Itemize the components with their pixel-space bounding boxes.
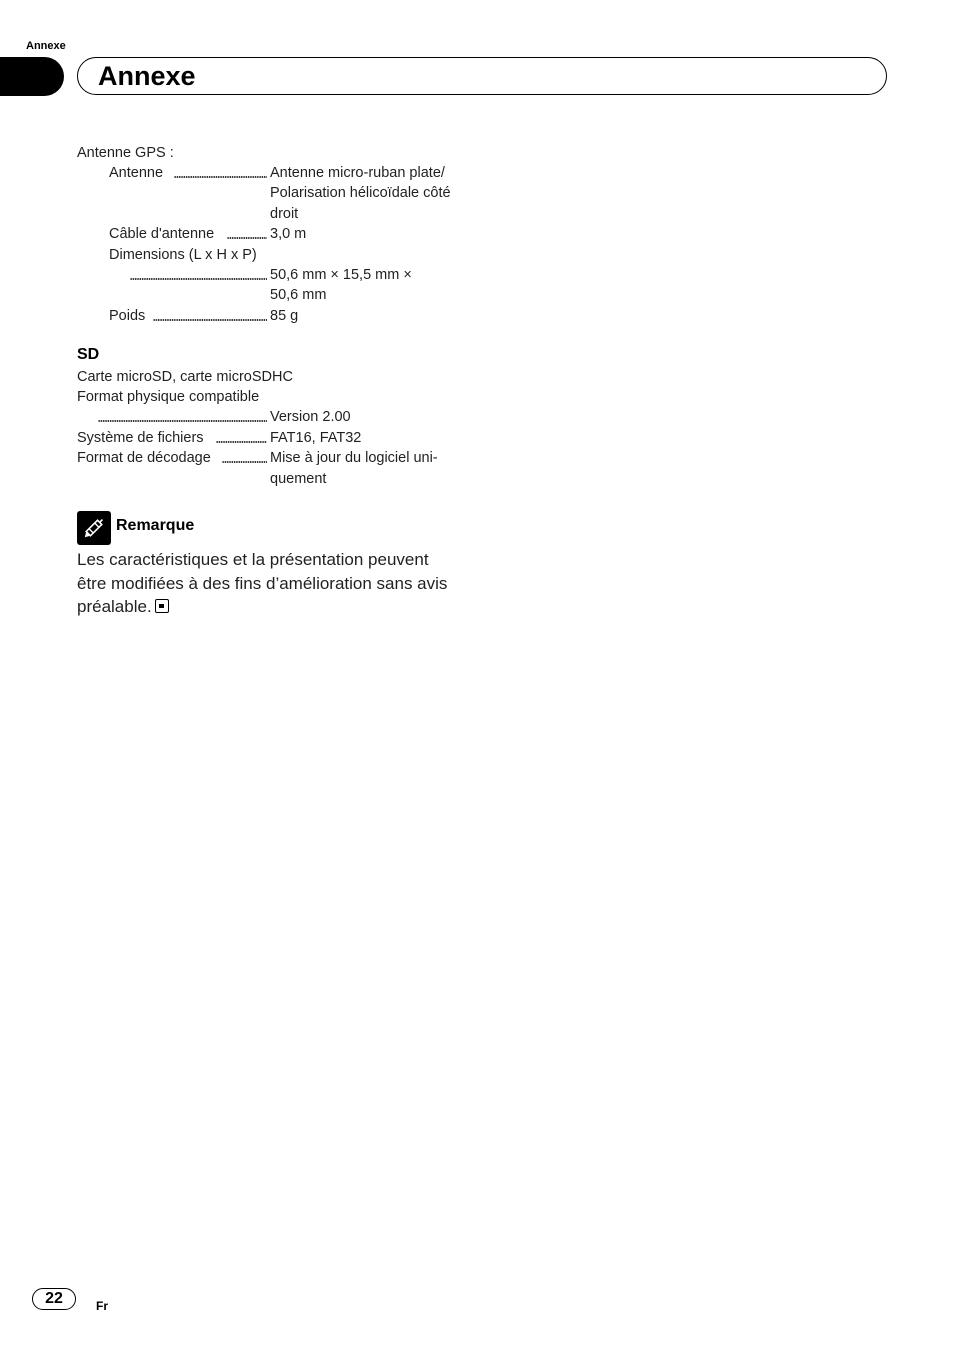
leader-dots <box>222 460 267 464</box>
spec-value-dimensions: 50,6 mm × 15,5 mm × <box>270 267 412 283</box>
spec-value-cable: 3,0 m <box>270 226 307 242</box>
page-title: Annexe <box>98 61 196 91</box>
spec-value-format: Version 2.00 <box>270 409 351 425</box>
note-text-line: Les caractéristiques et la présentation peuvent <box>77 550 429 569</box>
spec-value-antenne: Antenne micro-ruban plate/ <box>270 165 445 181</box>
running-head: Annexe <box>26 40 66 52</box>
spec-label-format: Format physique compatible <box>77 389 260 405</box>
spec-value-antenne-cont: Polarisation hélicoïdale côté <box>270 185 451 201</box>
spec-label-dimensions: Dimensions (L x H x P) <box>109 247 257 263</box>
leader-dots <box>227 236 267 240</box>
spec-value-dimensions-cont: 50,6 mm <box>270 287 327 303</box>
spec-label-cable: Câble d'antenne <box>109 226 215 242</box>
spec-value-poids: 85 g <box>270 308 299 324</box>
pencil-note-icon <box>77 511 111 545</box>
section-heading-sd: SD <box>77 346 100 363</box>
spec-label-decoding: Format de décodage <box>77 450 211 466</box>
title-bar <box>77 57 887 95</box>
sd-card-types: Carte microSD, carte microSDHC <box>77 369 293 385</box>
spec-label-poids: Poids <box>109 308 146 324</box>
note-title: Remarque <box>116 517 195 534</box>
leader-dots <box>98 419 267 423</box>
language-code: Fr <box>96 1299 108 1313</box>
leader-dots <box>153 318 267 322</box>
leader-dots <box>216 440 267 444</box>
spec-label-filesystem: Système de fichiers <box>77 430 204 446</box>
spec-value-antenne-cont: droit <box>270 206 299 222</box>
note-text-last: préalable. <box>77 597 152 616</box>
gps-heading: Antenne GPS : <box>77 145 174 161</box>
spec-label-antenne: Antenne <box>109 165 164 181</box>
page-number: 22 <box>32 1288 76 1310</box>
section-tab <box>0 57 64 96</box>
spec-value-filesystem: FAT16, FAT32 <box>270 430 362 446</box>
spec-value-decoding: Mise à jour du logiciel uni- <box>270 450 438 466</box>
note-text-line <box>77 595 169 618</box>
leader-dots <box>130 277 267 281</box>
leader-dots <box>174 175 267 179</box>
note-text-line: être modifiées à des fins d’amélioration sans avis <box>77 574 448 593</box>
spec-value-decoding-cont: quement <box>270 471 327 487</box>
end-of-section-icon <box>155 599 169 613</box>
